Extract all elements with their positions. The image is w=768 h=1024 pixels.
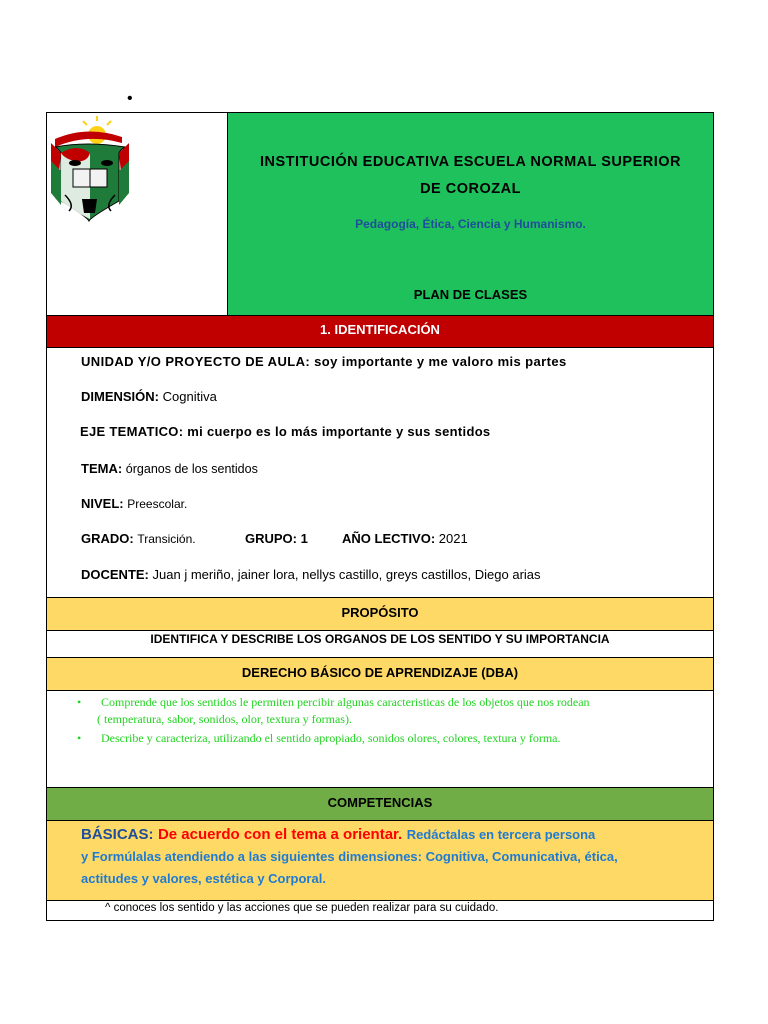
section-competencias-heading: COMPETENCIAS <box>46 788 714 821</box>
unidad-value: soy importante y me valoro mis partes <box>314 354 567 369</box>
basicas-label: BÁSICAS: <box>81 826 154 843</box>
basicas-block <box>46 821 714 901</box>
list-item <box>77 694 590 728</box>
institution-name-line2: DE COROZAL <box>420 181 521 197</box>
school-crest-icon <box>47 113 227 317</box>
tema-label: TEMA: <box>81 461 123 476</box>
eje-row <box>80 424 490 439</box>
logo-cell <box>47 113 228 315</box>
grupo-row <box>245 531 308 546</box>
anio-row <box>342 531 468 546</box>
grado-value: Transición. <box>137 532 196 546</box>
nivel-label: NIVEL: <box>81 496 124 511</box>
list-item <box>77 730 561 747</box>
bullet-icon: • <box>77 731 82 745</box>
nivel-row <box>81 496 187 511</box>
anio-value: 2021 <box>438 531 468 546</box>
dba-item-2-line1: Describe y caracteriza, utilizando el sentido apropiado, sonidos olores, colores, textura y forma. <box>101 731 561 745</box>
list-bullet: • <box>127 90 133 107</box>
lesson-plan-document <box>46 112 714 921</box>
section-identificacion-heading: 1. IDENTIFICACIÓN <box>46 316 714 348</box>
tema-row <box>81 461 258 476</box>
dba-list <box>46 691 714 788</box>
unidad-label: UNIDAD Y/O PROYECTO DE AULA: <box>81 354 311 369</box>
competencia-note: ^ conoces los sentido y las acciones que se pueden realizar para su cuidado. <box>46 901 714 921</box>
grado-row <box>81 531 196 546</box>
proposito-text: IDENTIFICA Y DESCRIBE LOS ORGANOS DE LOS SENTIDO Y SU IMPORTANCIA <box>46 631 714 658</box>
basicas-guide-1: Redáctalas en tercera persona <box>406 827 596 842</box>
section-dba-heading: DERECHO BÁSICO DE APRENDIZAJE (DBA) <box>46 658 714 691</box>
identification-section <box>46 348 714 598</box>
institution-name-line1: INSTITUCIÓN EDUCATIVA ESCUELA NORMAL SUPERIOR <box>260 154 681 170</box>
section-proposito-heading: PROPÓSITO <box>46 598 714 631</box>
institution-motto: Pedagogía, Ética, Ciencia y Humanismo. <box>355 217 586 231</box>
document-header <box>46 112 714 316</box>
grupo-value: 1 <box>300 531 308 546</box>
grado-label: GRADO: <box>81 531 134 546</box>
institution-title-cell <box>228 113 713 315</box>
unidad-row <box>81 354 567 369</box>
basicas-guide-2: y Formúlalas atendiendo a las siguientes dimensiones: Cognitiva, Comunicativa, ética, <box>81 849 618 864</box>
dimension-label: DIMENSIÓN: <box>81 389 159 404</box>
bullet-icon: • <box>77 695 82 709</box>
plan-title: PLAN DE CLASES <box>413 287 528 302</box>
docente-row <box>81 567 541 582</box>
docente-label: DOCENTE: <box>81 567 149 582</box>
docente-value: Juan j meriño, jainer lora, nellys castillo, greys castillos, Diego arias <box>152 567 541 582</box>
grupo-label: GRUPO: <box>245 531 297 546</box>
basicas-instruction: De acuerdo con el tema a orientar. <box>157 826 403 843</box>
dimension-row <box>81 389 217 404</box>
anio-label: AÑO LECTIVO: <box>342 531 436 546</box>
eje-label: EJE TEMATICO: <box>80 424 184 439</box>
dba-item-1-line1: Comprende que los sentidos le permiten percibir algunas caracteristicas de los objetos que nos rodean <box>101 695 590 709</box>
nivel-value: Preescolar. <box>127 497 188 511</box>
basicas-guide-3: actitudes y valores, estética y Corporal. <box>81 871 326 886</box>
dimension-value: Cognitiva <box>162 389 217 404</box>
institution-name <box>228 149 713 203</box>
eje-value: mi cuerpo es lo más importante y sus sentidos <box>187 424 491 439</box>
tema-value: órganos de los sentidos <box>125 462 258 476</box>
dba-item-1-line2: ( temperatura, sabor, sonidos, olor, textura y formas). <box>97 712 352 726</box>
